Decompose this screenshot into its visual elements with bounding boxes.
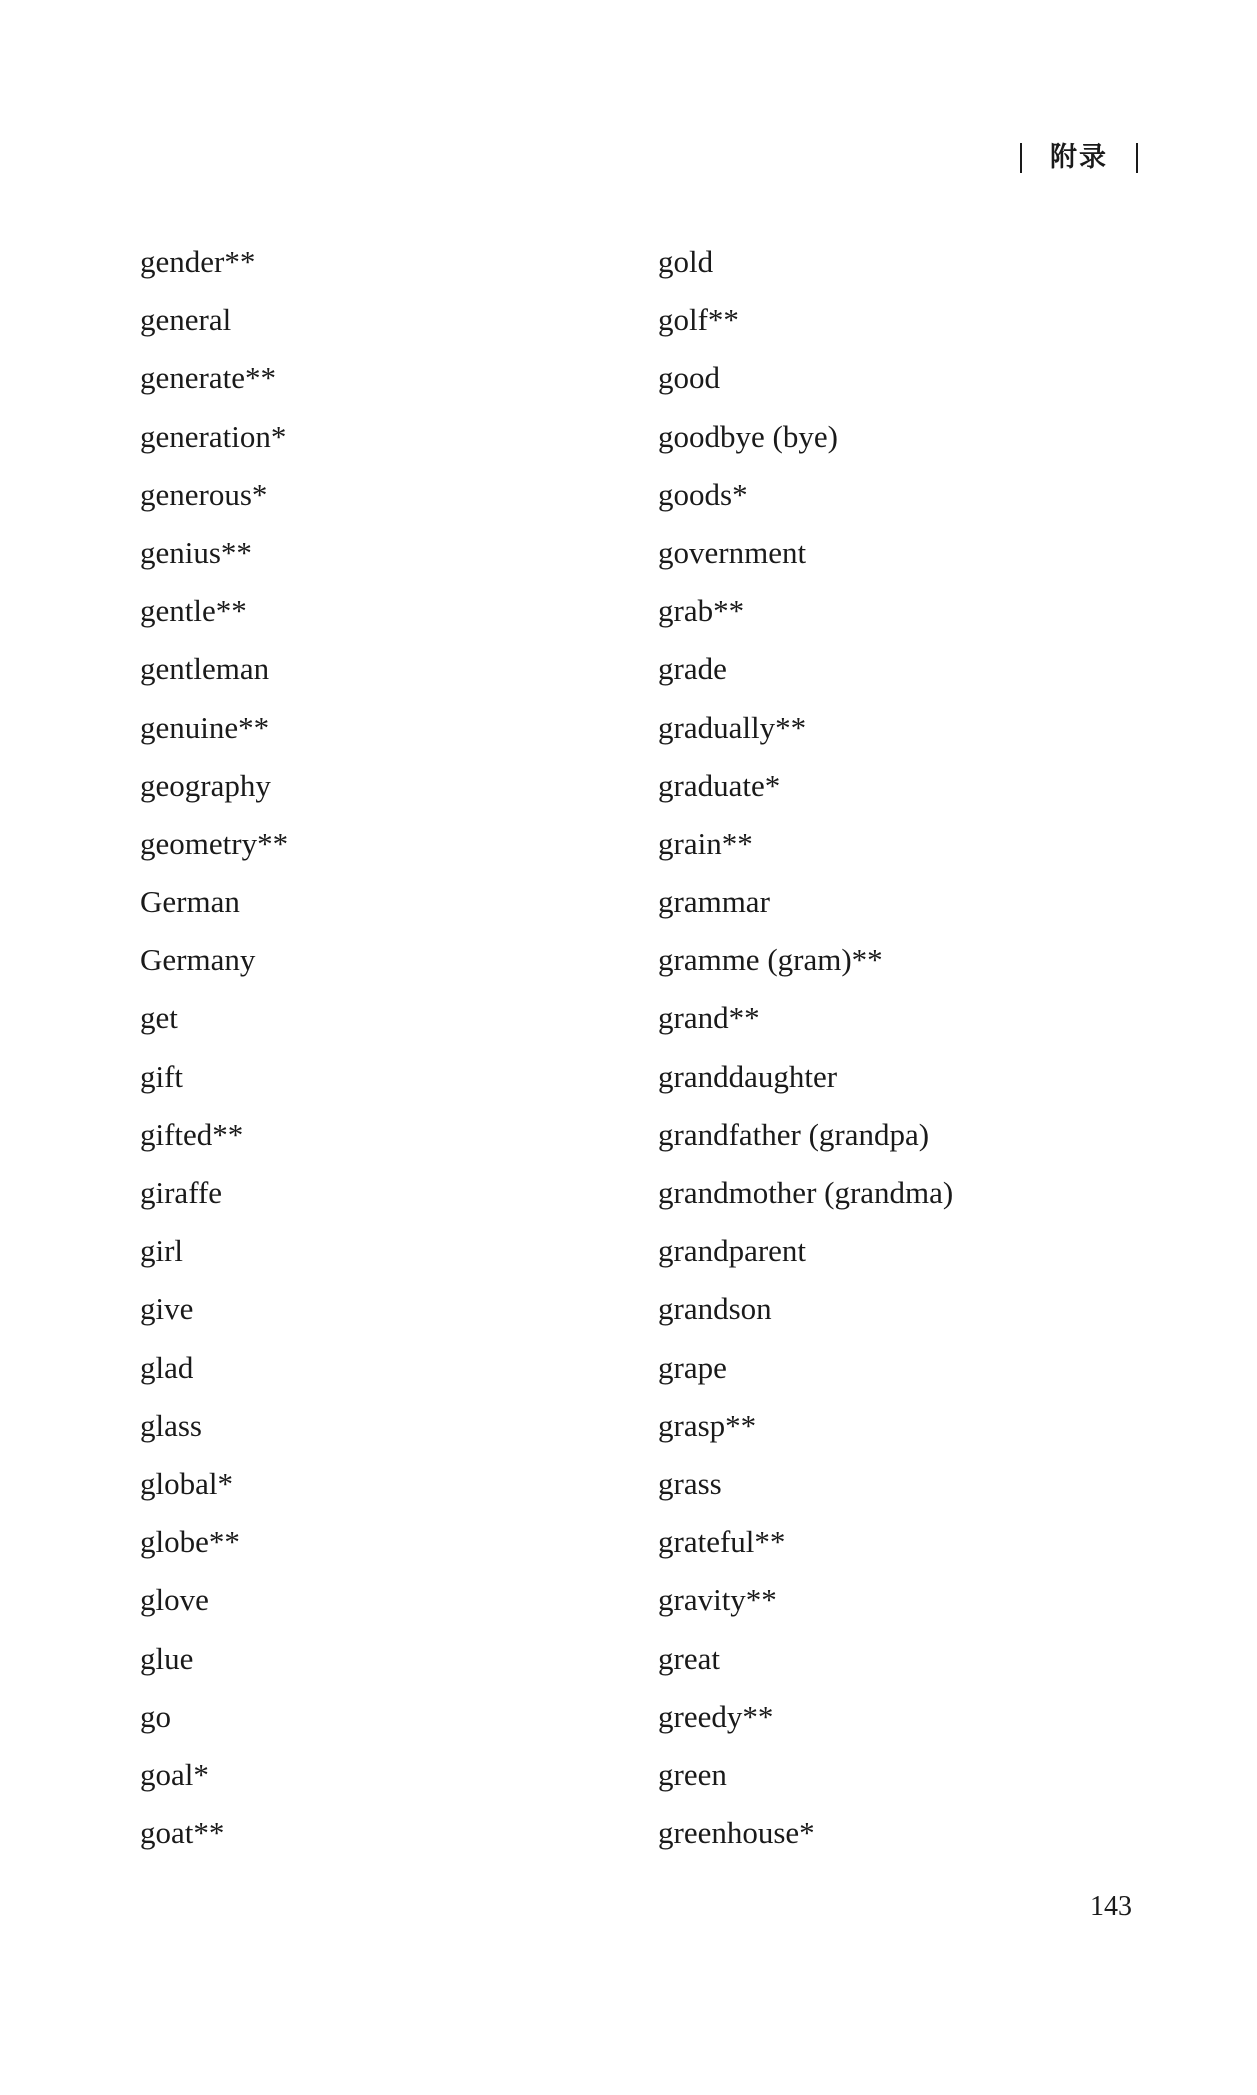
word-entry: geometry** [140, 825, 289, 861]
word-entry: gravity** [658, 1582, 777, 1618]
word-entry: gender** [140, 244, 256, 279]
word-entry: goods* [658, 476, 748, 512]
word-entry: grape [658, 1349, 727, 1385]
word-entry: glass [140, 1407, 202, 1443]
word-entry: goal* [140, 1756, 209, 1792]
word-entry: grandmother (grandma) [658, 1175, 954, 1210]
word-entry: grab** [658, 593, 745, 629]
word-entry: geography [140, 767, 271, 803]
word-entry: gradually** [658, 709, 807, 745]
word-entry: graduate* [658, 767, 781, 803]
word-entry: grandparent [658, 1233, 807, 1269]
word-entry: gold [658, 244, 714, 279]
word-entry: gramme (gram)** [658, 942, 883, 978]
word-entry: grand** [658, 1000, 760, 1036]
word-entry: glue [140, 1640, 194, 1676]
word-entry: go [140, 1698, 171, 1734]
word-entry: grammar [658, 884, 770, 920]
word-entry: greedy** [658, 1698, 774, 1734]
word-entry: grade [658, 651, 727, 687]
word-entry: grass [658, 1465, 722, 1501]
word-entry: gift [140, 1058, 184, 1094]
word-entry: get [140, 1000, 178, 1036]
word-entry: grain** [658, 825, 753, 861]
word-entry: golf** [658, 302, 739, 338]
word-entry: give [140, 1291, 194, 1327]
word-entry: giraffe [140, 1175, 223, 1210]
word-list-right-column [658, 238, 953, 1867]
word-entry: generous* [140, 476, 268, 512]
word-entry: grateful** [658, 1524, 786, 1560]
running-head-title: 附录 [1050, 142, 1108, 173]
word-entry: green [658, 1756, 727, 1792]
word-entry: gifted** [140, 1116, 244, 1152]
running-head-right-rule [1136, 143, 1138, 173]
word-entry: genuine** [140, 709, 270, 745]
word-entry: government [658, 534, 807, 570]
word-entry: German [140, 884, 240, 920]
word-entry: good [658, 360, 720, 396]
word-entry: goodbye (bye) [658, 418, 838, 454]
word-entry: grandfather (grandpa) [658, 1116, 930, 1152]
word-entry: gentleman [140, 651, 270, 687]
word-list-left-column [140, 238, 288, 1867]
running-head-left-rule [1020, 143, 1022, 173]
running-head [1020, 138, 1138, 178]
word-entry: girl [140, 1233, 184, 1269]
word-entry: gentle** [140, 593, 247, 629]
word-entry: glad [140, 1349, 194, 1385]
word-entry: great [658, 1640, 720, 1676]
word-entry: global* [140, 1465, 233, 1501]
word-entry: generate** [140, 360, 276, 396]
word-entry: generation* [140, 418, 287, 454]
word-entry: grasp** [658, 1407, 757, 1443]
word-entry: genius** [140, 534, 252, 570]
word-entry: granddaughter [658, 1058, 838, 1094]
word-entry: goat** [140, 1815, 225, 1851]
word-entry: grandson [658, 1291, 772, 1327]
word-entry: greenhouse* [658, 1815, 815, 1851]
page-number: 143 [1090, 1891, 1132, 1922]
word-entry: glove [140, 1582, 209, 1618]
word-entry: globe** [140, 1524, 240, 1560]
word-entry: general [140, 302, 232, 338]
word-entry: Germany [140, 942, 256, 978]
